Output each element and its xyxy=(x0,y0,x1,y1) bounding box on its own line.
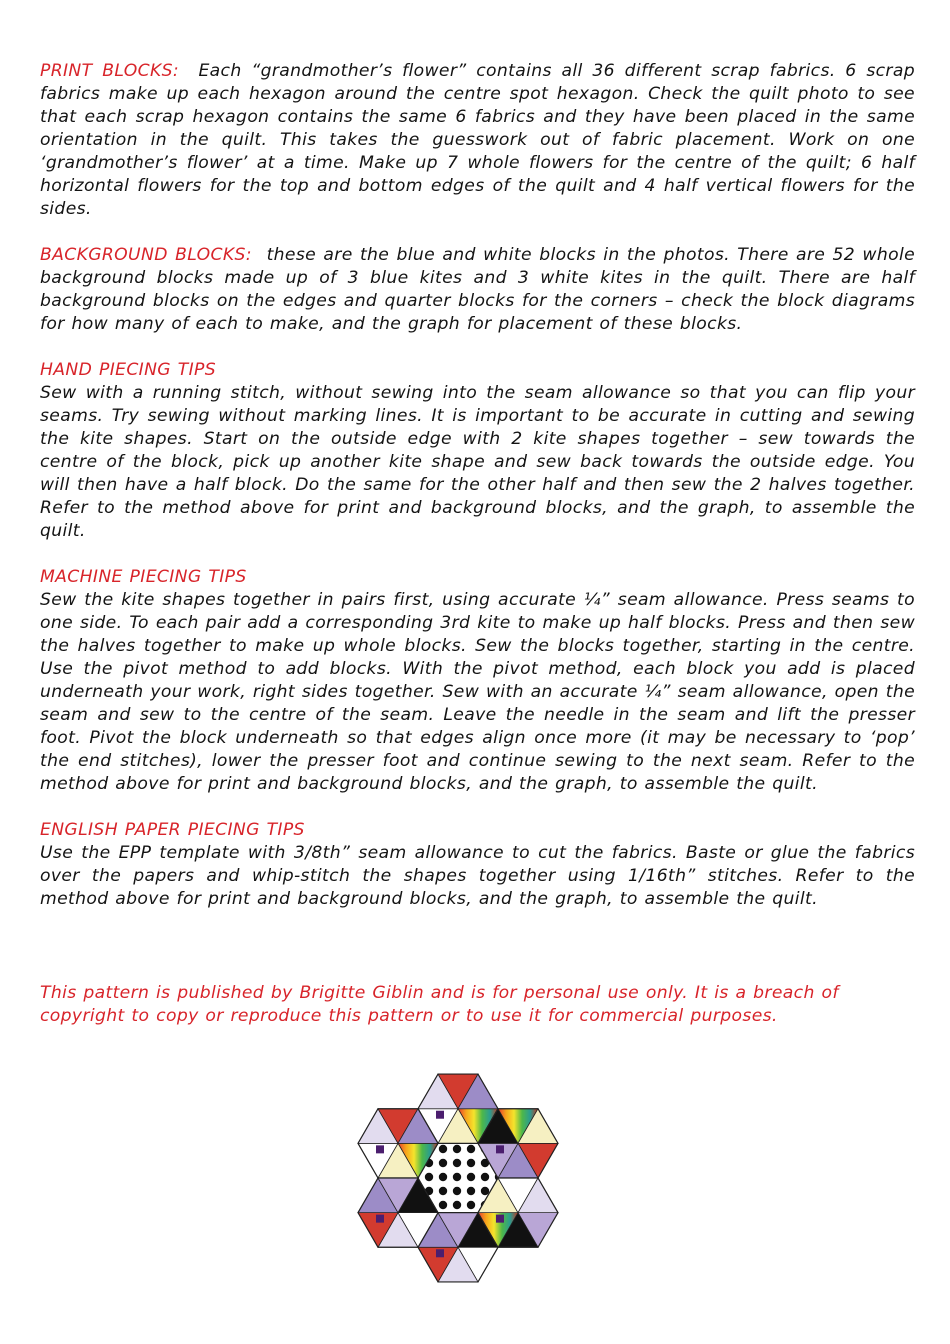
section-body: Sew with a running stitch, without sewing into the seam allowance so that you can flip your seams. Try sewing without marking lines. It is important to be accurate in cutting and sewing the kite shapes. Start on the outside edge with 2 kite shapes together – sew towards the centre of the block, pick up another kite shape and sew back towards the outside edge. You will then have a half block. Do the same for the other half and then sew the 2 halves together. Refer to the method above for print and background blocks, and the graph, to assemble the quilt. xyxy=(40,383,915,541)
copyright-notice: This pattern is published by Brigitte Giblin and is for personal use only. It is a breach of copyright to copy or reproduce this pattern or to use it for commercial purposes. xyxy=(40,983,839,1026)
section-machine-piecing xyxy=(40,566,915,796)
grandmothers-flower-illustration xyxy=(338,1058,578,1298)
instructions xyxy=(40,60,915,934)
section-body: Each “grandmother’s flower” contains all 36 different scrap fabrics. 6 scrap fabrics make up each hexagon around the centre spot hexagon. Check the quilt photo to see that each scrap hexagon contains the same 6 fabrics and they have been placed in the same orientation in the quilt. This takes the guesswork out of fabric placement. Work on one ‘grandmother’s flower’ at a time. Make up 7 whole flowers for the centre of the quilt; 6 half horizontal flowers for the top and bottom edges of the quilt and 4 half vertical flowers for the sides. xyxy=(40,61,915,219)
section-body: Use the EPP template with 3/8th” seam allowance to cut the fabrics. Baste or glue the fabrics over the papers and whip-stitch the shapes together using 1/16th” stitches. Refer to the method above for print and background blocks, and the graph, to assemble the quilt. xyxy=(40,843,915,909)
section-print-blocks xyxy=(40,60,915,221)
print-motif xyxy=(376,1215,384,1223)
section-heading: ENGLISH PAPER PIECING TIPS xyxy=(40,820,305,840)
print-motif xyxy=(436,1111,444,1119)
print-motif xyxy=(496,1145,504,1153)
section-epp xyxy=(40,819,915,911)
print-motif xyxy=(436,1249,444,1257)
section-heading: HAND PIECING TIPS xyxy=(40,360,217,380)
section-body: Sew the kite shapes together in pairs first, using accurate ¼” seam allowance. Press seams to one side. To each pair add a corresponding 3rd kite to make up half blocks. Press and then sew the halves together to make up whole blocks. Sew the blocks together, starting in the centre. Use the pivot method to add blocks. With the pivot method, each block you add is placed underneath your work, right sides together. Sew with an accurate ¼” seam allowance, open the seam and sew to the centre of the seam. Leave the needle in the seam and lift the presser foot. Pivot the block underneath so that edges align once more (it may be necessary to ‘pop’ the end stitches), lower the presser foot and continue sewing to the next seam. Refer to the method above for print and background blocks, and the graph, to assemble the quilt. xyxy=(40,590,915,794)
section-background-blocks xyxy=(40,244,915,336)
section-heading: MACHINE PIECING TIPS xyxy=(40,567,247,587)
section-body: these are the blue and white blocks in the photos. There are 52 whole background blocks made up of 3 blue kites and 3 white kites in the quilt. There are half background blocks on the edges and quarter blocks for the corners – check the block diagrams for how many of each to make, and the graph for placement of these blocks. xyxy=(40,245,915,334)
section-hand-piecing xyxy=(40,359,915,543)
print-motif xyxy=(376,1145,384,1153)
section-heading: BACKGROUND BLOCKS: xyxy=(40,245,252,265)
section-heading: PRINT BLOCKS: xyxy=(40,61,179,81)
print-motif xyxy=(496,1215,504,1223)
